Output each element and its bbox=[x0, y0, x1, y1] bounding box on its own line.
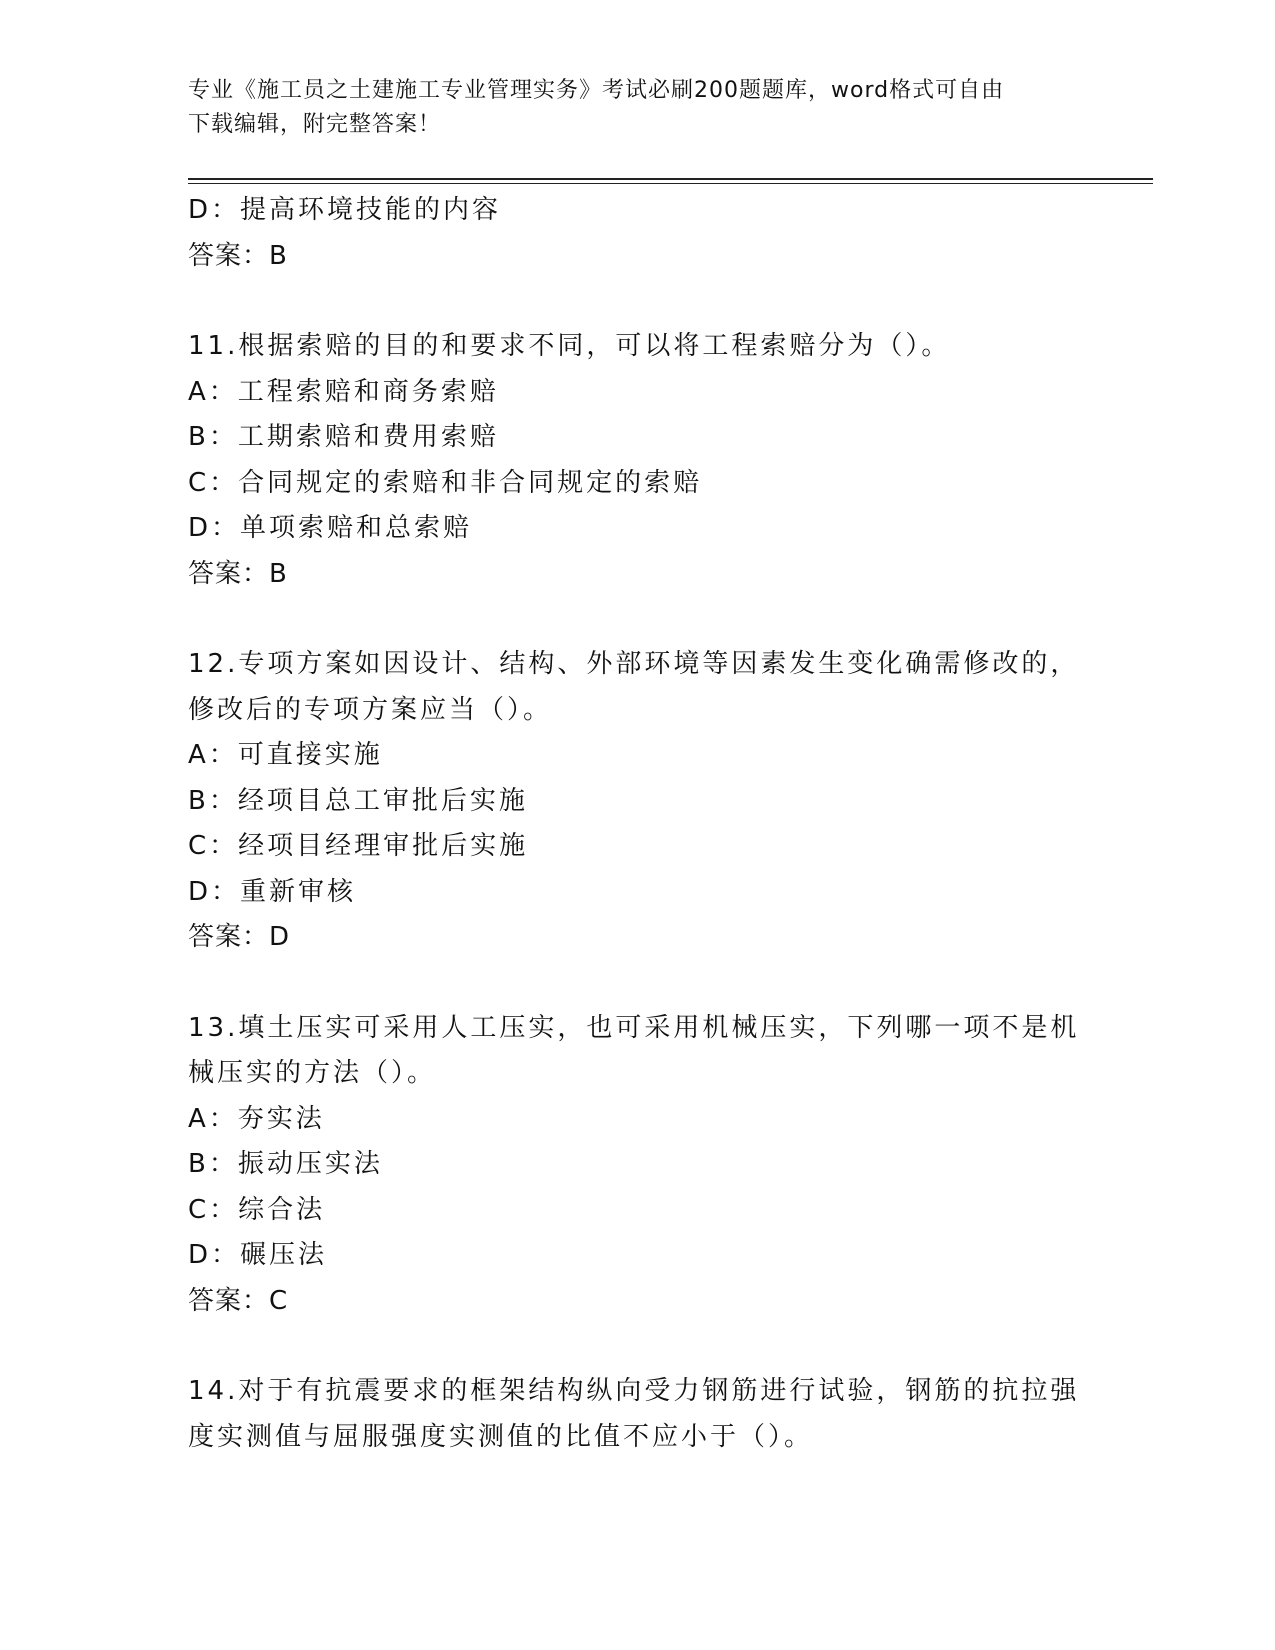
question-stem-continued: 度实测值与屈服强度实测值的比值不应小于（）。 bbox=[188, 1421, 814, 1452]
answer: 答案：B bbox=[188, 240, 288, 271]
header-divider-thin bbox=[188, 183, 1153, 184]
question-block-12 bbox=[188, 642, 1088, 961]
header-line-1: 专业《施工员之土建施工专业管理实务》考试必刷200题题库，word格式可自由 bbox=[188, 78, 1005, 103]
option-a: A：工程索赔和商务索赔 bbox=[188, 376, 499, 407]
option-c: C：经项目经理审批后实施 bbox=[188, 831, 529, 861]
option-d: D：碾压法 bbox=[188, 1240, 328, 1270]
spacer bbox=[188, 961, 1088, 1006]
question-stem: 11.根据索赔的目的和要求不同，可以将工程索赔分为（）。 bbox=[188, 331, 951, 361]
option-b: B：经项目总工审批后实施 bbox=[188, 785, 528, 816]
question-block-14 bbox=[188, 1369, 1088, 1460]
header-line-2: 下载编辑，附完整答案！ bbox=[188, 112, 442, 137]
question-stem: 12.专项方案如因设计、结构、外部环境等因素发生变化确需修改的， bbox=[188, 649, 1080, 679]
spacer bbox=[188, 597, 1088, 642]
option-b: B：工期索赔和费用索赔 bbox=[188, 422, 499, 452]
option-c: C：综合法 bbox=[188, 1194, 326, 1225]
option-d: D：单项索赔和总索赔 bbox=[188, 513, 473, 543]
question-content bbox=[188, 188, 1088, 1460]
option-a: A：可直接实施 bbox=[188, 740, 383, 770]
question-stem-continued: 修改后的专项方案应当（）。 bbox=[188, 694, 553, 725]
spacer bbox=[188, 279, 1088, 324]
answer: 答案：D bbox=[188, 922, 291, 952]
question-stem: 13.填土压实可采用人工压实，也可采用机械压实，下列哪一项不是机 bbox=[188, 1012, 1080, 1043]
option-d: D：重新审核 bbox=[188, 876, 357, 907]
question-stem: 14.对于有抗震要求的框架结构纵向受力钢筋进行试验，钢筋的抗拉强 bbox=[188, 1376, 1080, 1406]
answer: 答案：B bbox=[188, 558, 288, 589]
option-c: C：合同规定的索赔和非合同规定的索赔 bbox=[188, 467, 703, 498]
option-b: B：振动压实法 bbox=[188, 1149, 383, 1179]
option-d: D：提高环境技能的内容 bbox=[188, 195, 502, 225]
question-block-13 bbox=[188, 1006, 1088, 1325]
answer: 答案：C bbox=[188, 1285, 289, 1316]
spacer bbox=[188, 1324, 1088, 1369]
question-block-11 bbox=[188, 324, 1088, 597]
header-divider-thick bbox=[188, 178, 1153, 180]
document-header bbox=[188, 74, 1088, 142]
option-a: A：夯实法 bbox=[188, 1103, 325, 1134]
question-stem-continued: 械压实的方法（）。 bbox=[188, 1058, 437, 1088]
